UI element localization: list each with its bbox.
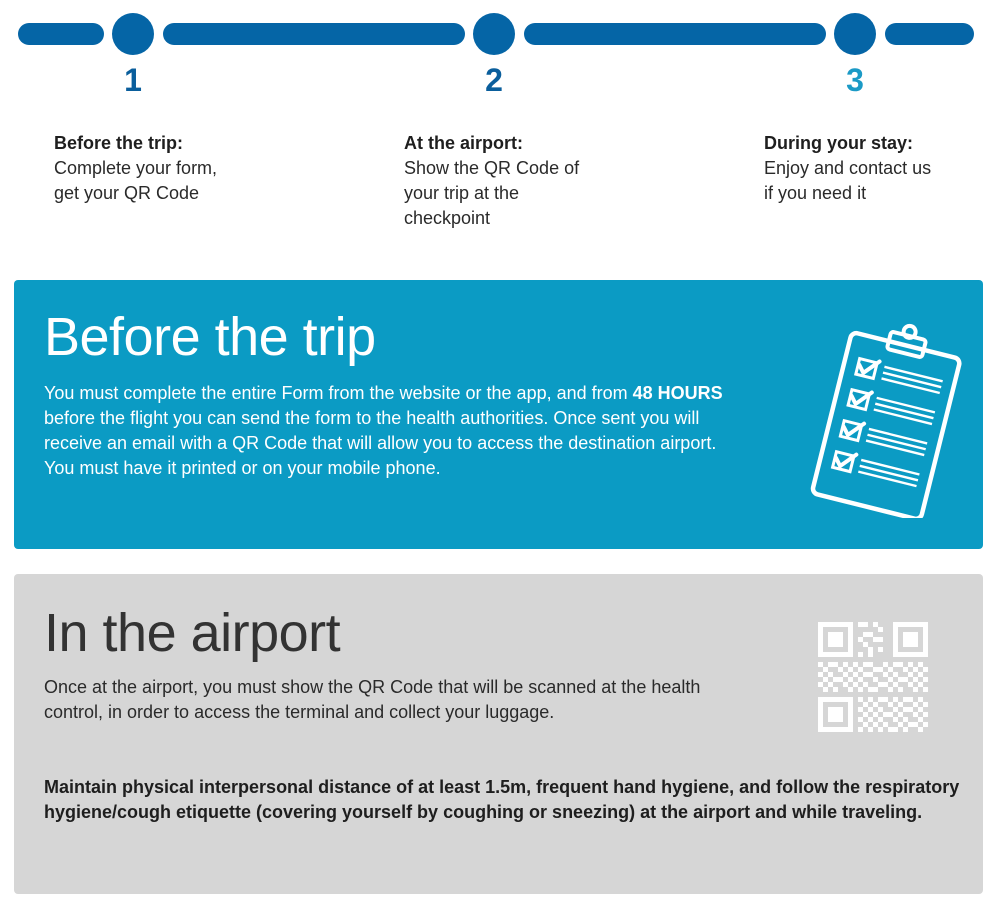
stepper-track — [18, 23, 104, 45]
step-2-text — [404, 131, 624, 231]
step-2-description: Show the QR Code of your trip at the checkpoint — [404, 158, 580, 228]
progress-stepper — [0, 0, 998, 260]
step-1-node — [112, 13, 154, 55]
step-3-text — [764, 131, 984, 206]
in-airport-title: In the airport — [44, 603, 341, 663]
stepper-track — [524, 23, 826, 45]
before-trip-title: Before the trip — [44, 307, 376, 367]
step-3-description: Enjoy and contact us if you need it — [764, 158, 932, 203]
before-trip-body — [44, 381, 744, 481]
step-1-description: Complete your form, get your QR Code — [54, 158, 218, 203]
before-trip-panel — [14, 280, 983, 549]
step-2-node — [473, 13, 515, 55]
before-trip-body-prefix: You must complete the entire Form from the website or the app, and from — [44, 383, 633, 403]
qr-code-icon — [818, 622, 928, 732]
step-3-title: During your stay: — [764, 133, 914, 153]
before-trip-body-suffix: before the flight you can send the form to the health authorities. Once sent you will receive an email with a QR Code that will allow you to access the destination airport. You must have it printed or on your mobile phone. — [44, 408, 717, 478]
step-1-title: Before the trip: — [54, 133, 184, 153]
in-airport-panel — [14, 574, 983, 894]
before-trip-hours: 48 HOURS — [632, 383, 723, 403]
clipboard-checklist-icon — [800, 318, 966, 518]
step-2-title: At the airport: — [404, 133, 523, 153]
step-1-text — [54, 131, 274, 206]
step-3-number: 3 — [846, 62, 864, 98]
step-1-number: 1 — [124, 62, 142, 98]
in-airport-body: Once at the airport, you must show the QR Code that will be scanned at the health control, in order to access the terminal and collect your luggage. — [44, 677, 701, 722]
stepper-track — [885, 23, 974, 45]
step-2-number: 2 — [485, 62, 503, 98]
stepper-track — [163, 23, 465, 45]
step-3-node — [834, 13, 876, 55]
hygiene-note: Maintain physical interpersonal distance of at least 1.5m, frequent hand hygiene, and follow the respiratory hygiene/cough etiquette (covering yourself by coughing or sneezing) at the airport and while traveling. — [44, 777, 960, 822]
